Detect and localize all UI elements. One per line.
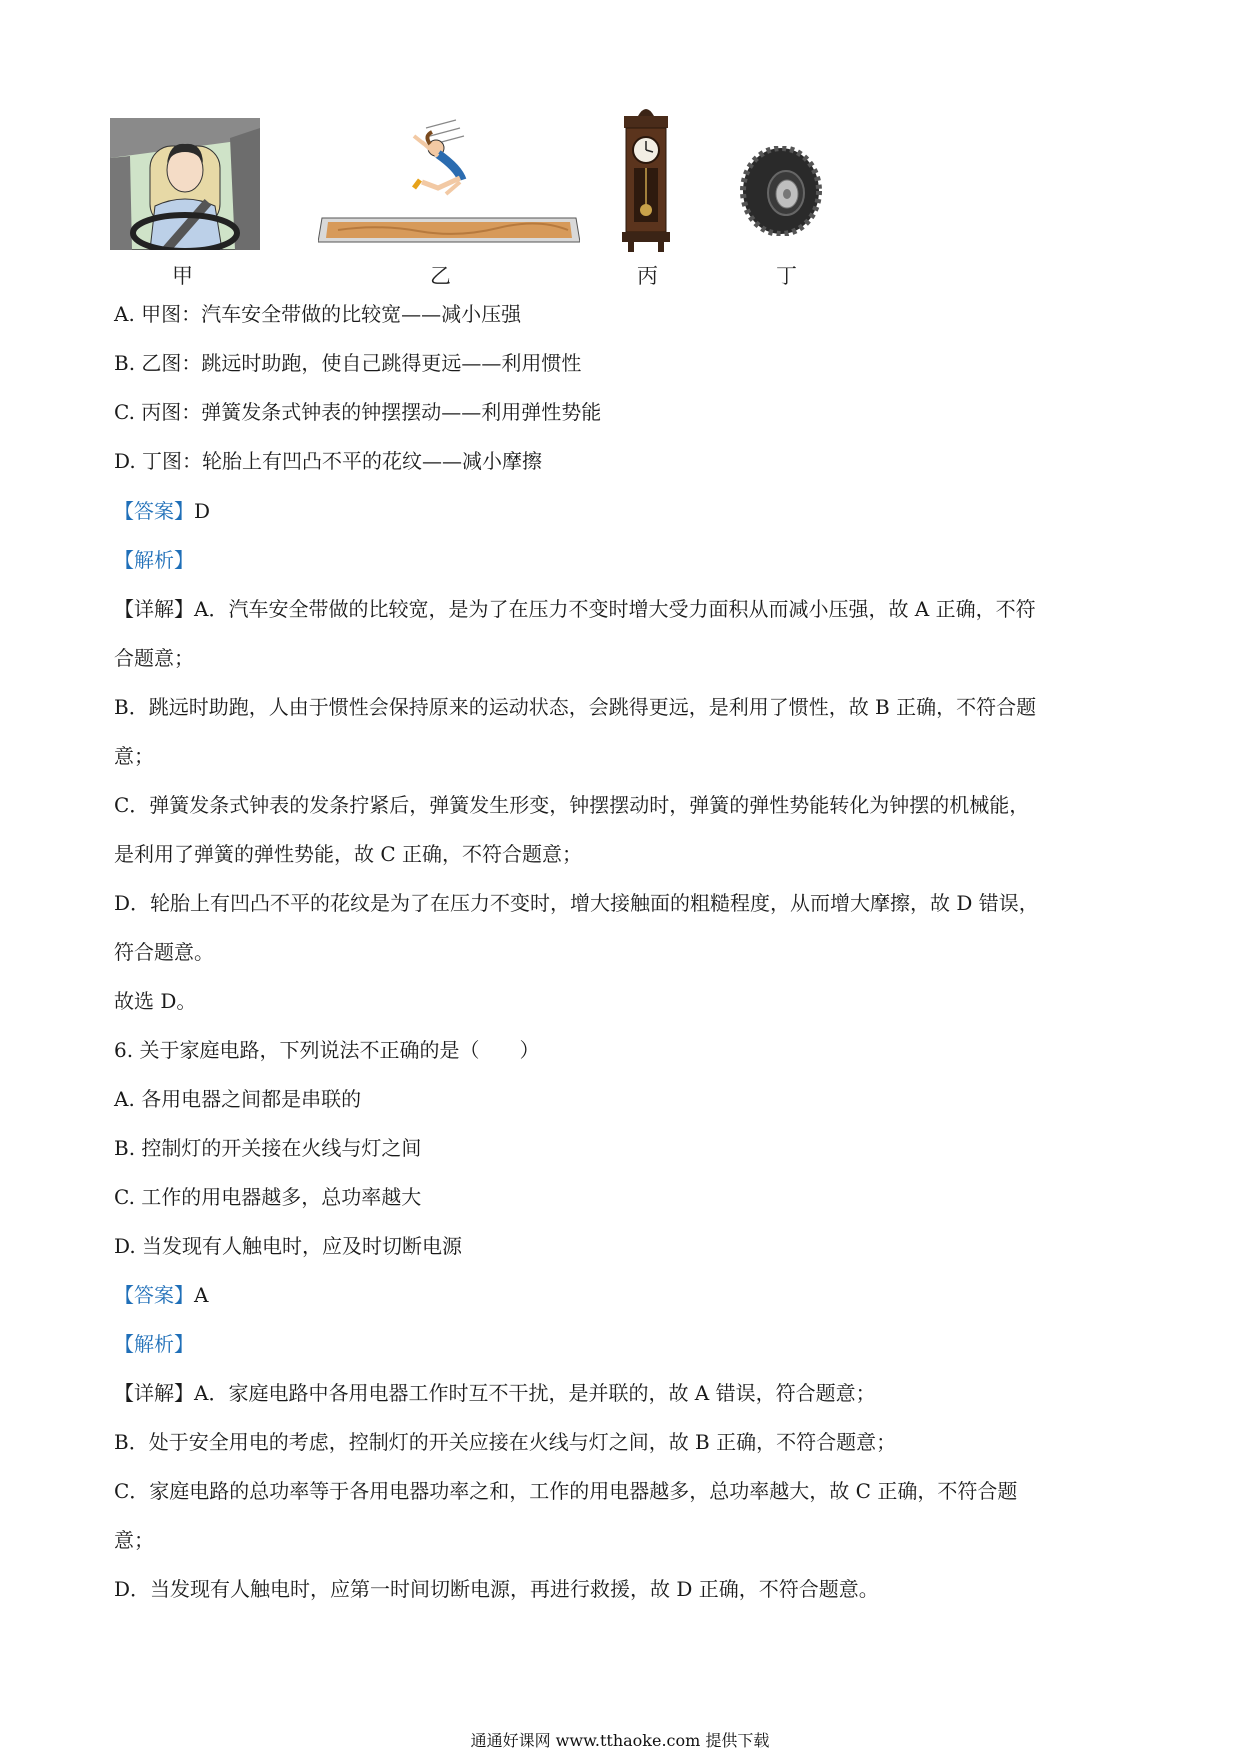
q5-option-d: D. 丁图：轮胎上有凹凸不平的花纹——减小摩擦 — [114, 449, 543, 473]
q6-detail-line-5: D．当发现有人触电时，应第一时间切断电源，再进行救援，故 D 正确，不符合题意。 — [114, 1577, 879, 1601]
q6-option-c: C. 工作的用电器越多，总功率越大 — [114, 1185, 422, 1209]
q5-detail-line-3: B．跳远时助跑，人由于惯性会保持原来的运动状态，会跳得更远，是利用了惯性，故 B 正确，不符合题 — [114, 695, 1037, 719]
q5-detail-line-4: 意； — [114, 744, 154, 768]
q5-analysis-tag: 【解析】 — [114, 548, 194, 572]
answer-tag: 【答案】 — [114, 499, 194, 523]
figure-row — [110, 118, 870, 288]
long-jump-illustration — [318, 118, 580, 250]
figure-label-ding: 丁 — [776, 264, 797, 288]
q5-option-a: A. 甲图：汽车安全带做的比较宽——减小压强 — [114, 302, 522, 326]
q5-detail-line-7: D．轮胎上有凹凸不平的花纹是为了在压力不变时，增大接触面的粗糙程度，从而增大摩擦，故 D 错误， — [114, 891, 1039, 915]
driver-seatbelt-illustration — [110, 118, 260, 250]
q5-detail-line-2: 合题意； — [114, 646, 194, 670]
pendulum-clock-illustration — [616, 102, 676, 256]
q5-option-c: C. 丙图：弹簧发条式钟表的钟摆摆动——利用弹性势能 — [114, 400, 602, 424]
figure-label-bing: 丙 — [637, 264, 658, 288]
detail-tag: 【详解】 — [114, 1381, 194, 1405]
answer-tag: 【答案】 — [114, 1283, 194, 1307]
q6-detail-line-3: C．家庭电路的总功率等于各用电器功率之和，工作的用电器越多，总功率越大，故 C 正确，不符合题 — [114, 1479, 1018, 1503]
q6-option-a: A. 各用电器之间都是串联的 — [114, 1087, 362, 1111]
q6-detail-line-1: 【详解】A．家庭电路中各用电器工作时互不干扰，是并联的，故 A 错误，符合题意； — [114, 1381, 876, 1405]
q5-detail-line-5: C．弹簧发条式钟表的发条拧紧后，弹簧发生形变，钟摆摆动时，弹簧的弹性势能转化为钟摆的机械能， — [114, 793, 1030, 817]
q6-answer — [114, 1281, 208, 1309]
q5-answer — [114, 497, 210, 525]
q6-option-b: B. 控制灯的开关接在火线与灯之间 — [114, 1136, 422, 1160]
q6-option-d: D. 当发现有人触电时，应及时切断电源 — [114, 1234, 463, 1258]
answer-value: D — [194, 499, 211, 523]
figure-label-yi: 乙 — [430, 264, 451, 288]
q6-detail-line-4: 意； — [114, 1528, 154, 1552]
page-footer: 通通好课网 www.tthaoke.com 提供下载 — [470, 1731, 770, 1750]
q5-detail-line-1: 【详解】A．汽车安全带做的比较宽，是为了在压力不变时增大受力面积从而减小压强，故 A 正确，不符 — [114, 597, 1036, 621]
q5-detail-line-8: 符合题意。 — [114, 940, 214, 964]
figure-label-jia: 甲 — [172, 264, 193, 288]
answer-value: A — [194, 1283, 209, 1307]
detail-tag: 【详解】 — [114, 597, 194, 621]
q5-option-b: B. 乙图：跳远时助跑，使自己跳得更远——利用惯性 — [114, 351, 582, 375]
q6-analysis-tag: 【解析】 — [114, 1332, 194, 1356]
q6-stem: 6. 关于家庭电路，下列说法不正确的是（ ） — [114, 1038, 540, 1062]
tire-illustration — [740, 146, 822, 236]
q5-detail-line-9: 故选 D。 — [114, 989, 197, 1013]
q6-detail-line-2: B．处于安全用电的考虑，控制灯的开关应接在火线与灯之间，故 B 正确，不符合题意； — [114, 1430, 897, 1454]
q5-detail-line-6: 是利用了弹簧的弹性势能，故 C 正确，不符合题意； — [114, 842, 583, 866]
